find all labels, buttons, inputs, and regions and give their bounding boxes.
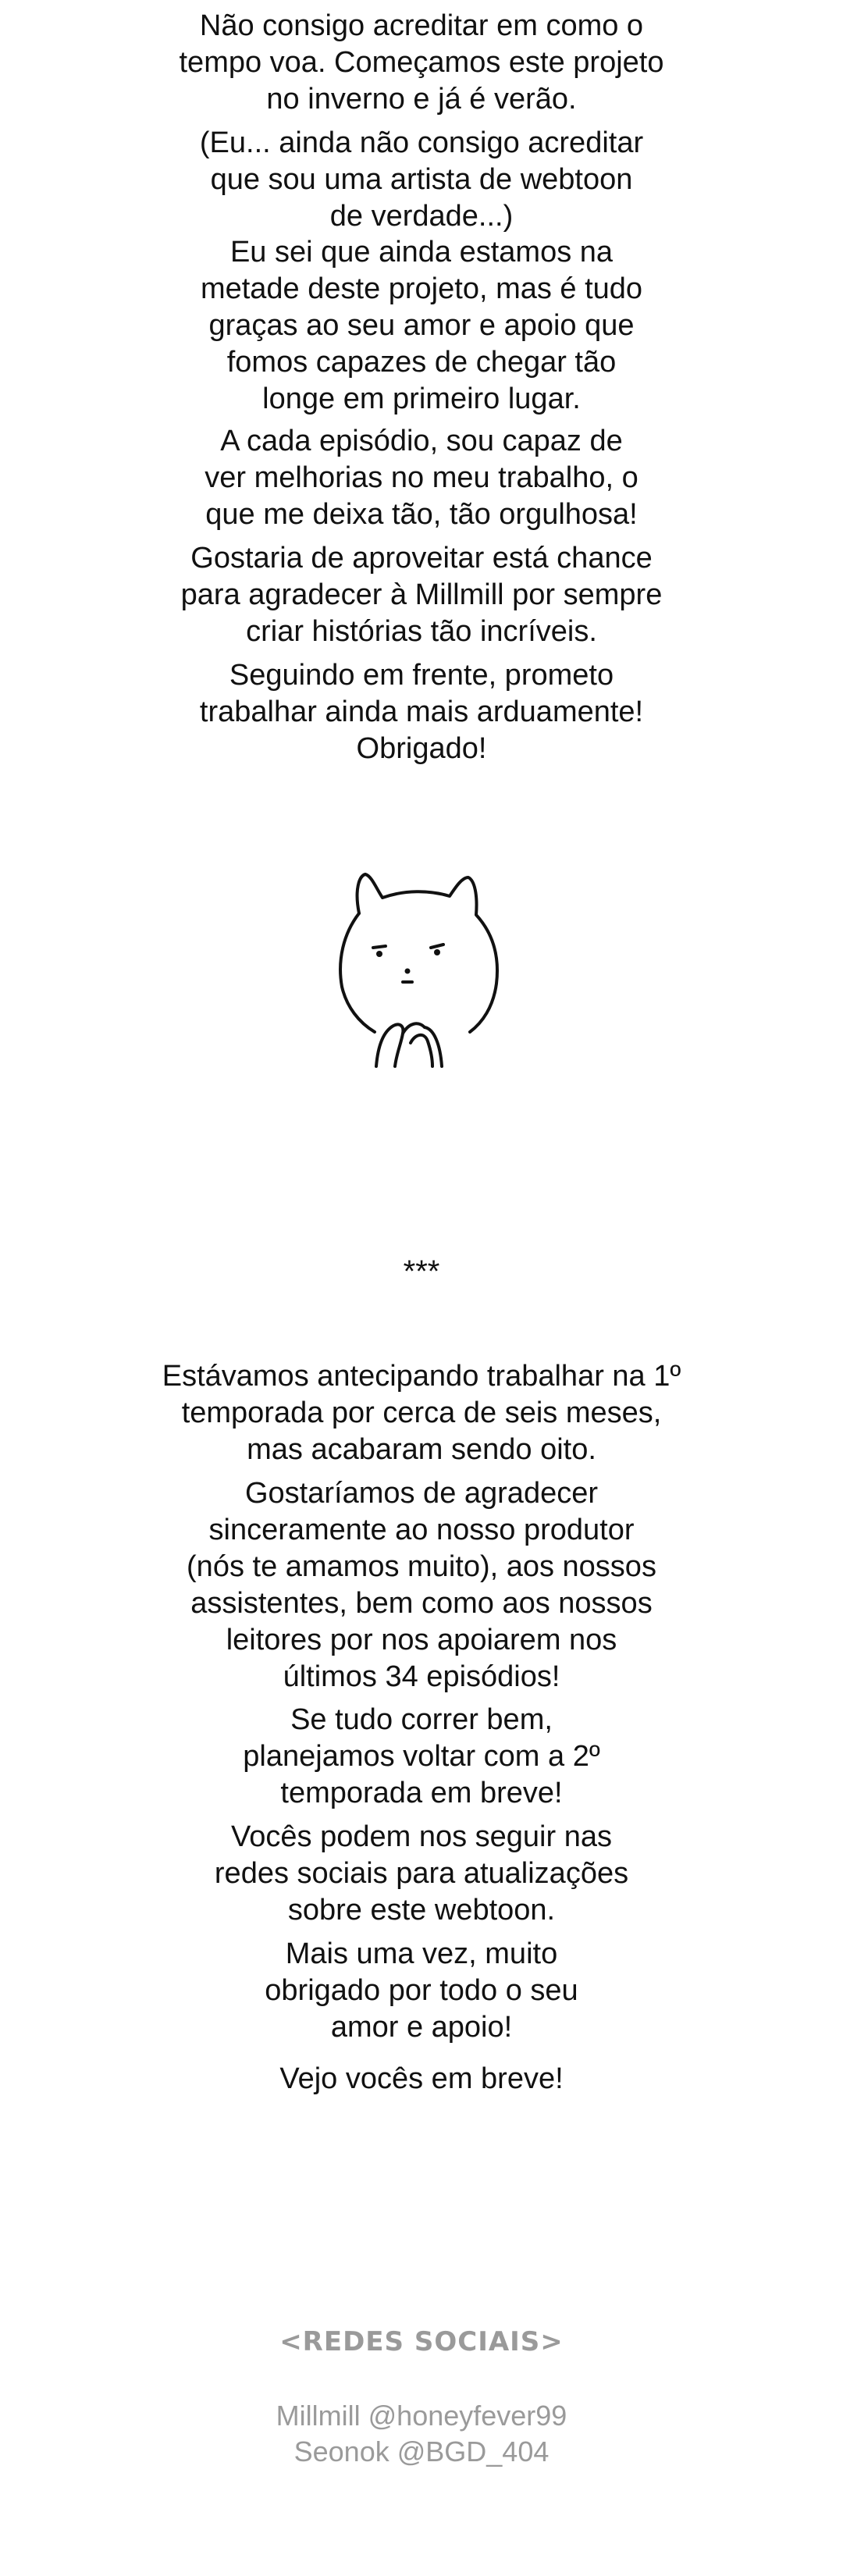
text-line: sobre este webtoon. (287, 1894, 556, 1927)
text-line: planejamos voltar com a 2º (243, 1740, 600, 1773)
text-line: obrigado por todo o seu (265, 1974, 578, 2007)
letter-paragraph (0, 1358, 843, 1468)
text-line: Estávamos antecipando trabalhar na 1º (162, 1360, 681, 1393)
text-line: Vejo vocês em breve! (279, 2062, 564, 2095)
text-line: fomos capazes de chegar tão (226, 346, 617, 379)
section-separator: *** (403, 1254, 440, 1289)
text-line: sinceramente ao nosso produtor (208, 1514, 635, 1546)
text-line: mas acabaram sendo oito. (247, 1433, 596, 1466)
letter-paragraph (0, 8, 843, 118)
letter-paragraph (0, 1819, 843, 1929)
text-line: A cada episódio, sou capaz de (220, 425, 623, 457)
text-line: Obrigado! (356, 732, 487, 765)
text-line: criar histórias tão incríveis. (246, 615, 597, 648)
text-line: temporada em breve! (280, 1777, 563, 1809)
text-line: graças ao seu amor e apoio que (208, 309, 635, 342)
text-line: amor e apoio! (330, 2011, 513, 2044)
letter-paragraph (0, 2061, 843, 2097)
letter-paragraph (0, 657, 843, 767)
text-line: Seguindo em frente, prometo (229, 659, 614, 692)
social-heading: <REDES SOCIAIS> (279, 2326, 564, 2357)
text-line: Gostaria de aproveitar está chance (190, 542, 653, 575)
text-line: temporada por cerca de seis meses, (181, 1397, 662, 1429)
text-line: longe em primeiro lugar. (262, 382, 581, 415)
letter-paragraph (0, 540, 843, 650)
text-line: Mais uma vez, muito (285, 1937, 558, 1970)
text-line: (nós te amamos muito), aos nossos (187, 1550, 656, 1583)
letter-paragraph (0, 234, 843, 418)
text-line: (Eu... ainda não consigo acreditar (199, 126, 644, 159)
letter-paragraph (0, 423, 843, 533)
text-line: Não consigo acreditar em como o (199, 9, 644, 42)
text-line: no inverno e já é verão. (266, 83, 577, 116)
text-line: metade deste projeto, mas é tudo (200, 272, 643, 305)
text-line: últimos 34 episódios! (283, 1660, 560, 1693)
text-line: para agradecer à Millmill por sempre (180, 578, 663, 611)
social-account: Seonok @BGD_404 (293, 2435, 550, 2467)
text-line: Gostaríamos de agradecer (244, 1477, 598, 1510)
text-line: ver melhorias no meu trabalho, o (205, 461, 638, 494)
text-line: de verdade...) (329, 200, 514, 233)
text-line: Vocês podem nos seguir nas (231, 1820, 612, 1853)
social-account: Millmill @honeyfever99 (276, 2400, 567, 2432)
text-line: trabalhar ainda mais arduamente! (199, 696, 644, 728)
text-line: Se tudo correr bem, (290, 1703, 553, 1736)
text-line: que sou uma artista de webtoon (210, 163, 633, 196)
cat-doodle-icon (328, 866, 515, 1069)
text-line: tempo voa. Começamos este projeto (179, 46, 664, 79)
text-line: que me deixa tão, tão orgulhosa! (205, 498, 638, 531)
letter-paragraph (0, 1702, 843, 1812)
text-line: leitores por nos apoiarem nos (226, 1624, 617, 1656)
letter-paragraph (0, 1936, 843, 2046)
letter-paragraph (0, 1475, 843, 1695)
letter-paragraph (0, 125, 843, 235)
text-line: Eu sei que ainda estamos na (229, 236, 614, 269)
text-line: assistentes, bem como aos nossos (190, 1587, 653, 1620)
text-line: redes sociais para atualizações (214, 1857, 629, 1890)
